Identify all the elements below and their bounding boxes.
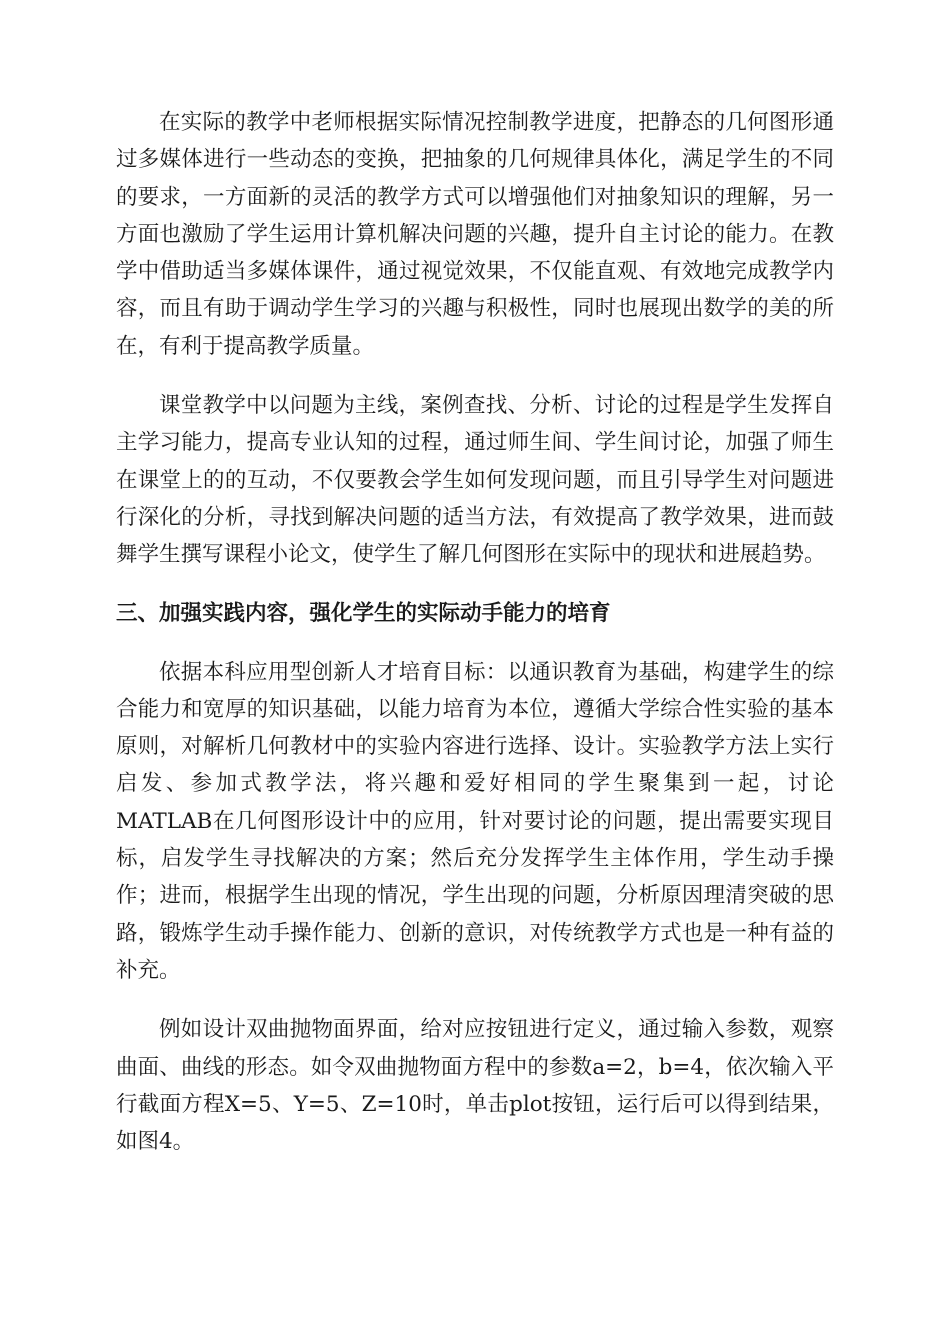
paragraph-classroom-discussion: 课堂教学中以问题为主线，案例查找、分析、讨论的过程是学生发挥自主学习能力，提高专业认知的过程，通过师生间、学生间讨论，加强了师生在课堂上的的互动，不仅要教会学生如何发现问题，而且引导学生对问题进行深化的分析，寻找到解决问题的适当方法，有效提高了教学效果，进而鼓舞学生撰写课程小论文，使学生了解几何图形在实际中的现状和进展趋势。: [116, 393, 834, 568]
section-heading-practice: 三、加强实践内容，强化学生的实际动手能力的培育: [116, 600, 611, 626]
paragraph-multimedia-teaching: 在实际的教学中老师根据实际情况控制教学进度，把静态的几何图形通过多媒体进行一些动态的变换，把抽象的几何规律具体化，满足学生的不同的要求，一方面新的灵活的教学方式可以增强他们对抽象知识的理解，另一方面也激励了学生运用计算机解决问题的兴趣，提升自主讨论的能力。在教学中借助适当多媒体课件，通过视觉效果，不仅能直观、有效地完成教学内容，而且有助于调动学生学习的兴趣与积极性，同时也展现出数学的美的所在，有利于提高教学质量。: [116, 110, 834, 359]
paragraph-experiment-teaching: 依据本科应用型创新人才培育目标：以通识教育为基础，构建学生的综合能力和宽厚的知识基础，以能力培育为本位，遵循大学综合性实验的基本原则，对解析几何教材中的实验内容进行选择、设计。实验教学方法上实行启发、参加式教学法，将兴趣和爱好相同的学生聚集到一起，讨论MATLAB在几何图形设计中的应用，针对要讨论的问题，提出需要实现目标，启发学生寻找解决的方案；然后充分发挥学生主体作用，学生动手操作；进而，根据学生出现的情况，学生出现的问题，分析原因理清突破的思路，锻炼学生动手操作能力、创新的意识，对传统教学方式也是一种有益的补充。: [116, 659, 834, 983]
document-page: [116, 104, 834, 1160]
paragraph-example-hyperbolic-paraboloid: 例如设计双曲抛物面界面，给对应按钮进行定义，通过输入参数，观察曲面、曲线的形态。如令双曲抛物面方程中的参数a=2，b=4，依次输入平行截面方程X=5、Y=5、Z=10时，单击plot按钮，运行后可以得到结果，如图4。: [116, 1017, 834, 1155]
